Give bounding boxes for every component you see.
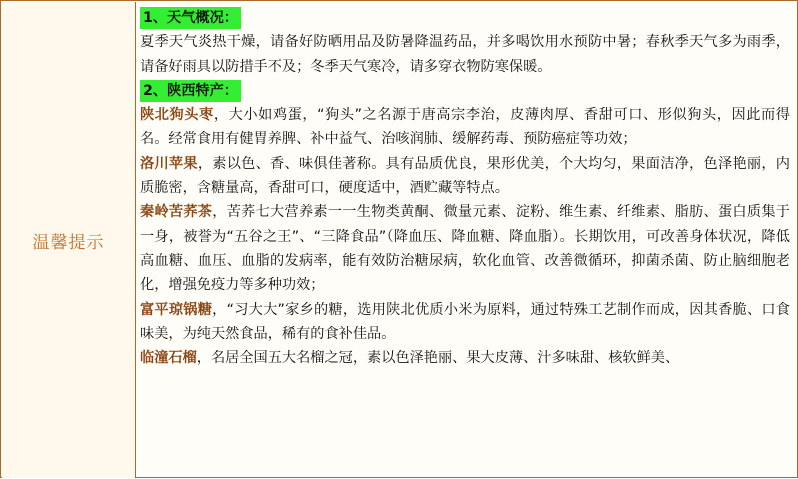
specialty-desc: ，大小如鸡蛋，“狗头”之名源于唐高宗李治，皮薄肉厚、香甜可口、形似狗头，因此而得名。经常食用有健胃养脾、补中益气、治咳润肺、缓解药毒、预防癌症等功效； (140, 107, 790, 148)
specialty-desc: ，“习大大”家乡的糖，选用陕北优质小米为原料，通过特殊工艺制作而成，因其香脆、口食味美，为纯天然食品，稀有的食补佳品。 (140, 301, 790, 342)
specialty-name: 富平琼锅糖 (140, 301, 213, 318)
specialty-desc: ，素以色、香、味俱佳著称。具有品质优良，果形优美，个大均匀，果面洁净，色泽艳丽，内质脆密，含糖量高，香甜可口，硬度适中，酒贮藏等特点。 (140, 155, 790, 197)
tips-label: 温馨提示 (32, 232, 105, 253)
specialty-item (140, 103, 790, 152)
specialty-name: 临潼石榴 (140, 350, 197, 367)
specialty-name: 洛川苹果 (140, 155, 198, 172)
weather-paragraph: 夏季天气炎热干燥，请备好防晒用品及防暑降温药品，并多喝饮用水预防中暑；春秋季天气多为雨季，请备好雨具以防措手不及；冬季天气寒冷，请多穿衣物防寒保暖。 (140, 34, 790, 75)
section-heading-specialties: 2、陕西特产： (140, 80, 241, 102)
specialty-name: 陕北狗头枣 (140, 107, 214, 124)
specialty-item (140, 298, 790, 347)
specialty-name: 秦岭苦荞茶 (140, 204, 213, 221)
specialty-desc: ，苦荞七大营养素一一生物类黄酮、微量元素、淀粉、维生素、纤维素、脂肪、蛋白质集于一身，被誉为“五谷之王”、“三降食品”（降血压、降血糖、降血脂）。长期饮用，可改善身体状况，降低高血糖、血压、血脂的发病率，能有效防治糖尿病，软化血管、改善微循环，抑菌杀菌、防止脑细胞老化，增强免疫力等多种功效； (140, 204, 790, 294)
specialty-item (140, 346, 790, 370)
specialty-item (140, 200, 790, 297)
label-cell (2, 2, 136, 478)
specialty-desc: ，名居全国五大名榴之冠，素以色泽艳丽、果大皮薄、汁多味甜、核软鲜美、 (196, 350, 680, 367)
section-heading-weather: 1、天气概况： (140, 7, 241, 29)
specialty-item (140, 152, 790, 201)
content-cell (140, 6, 790, 479)
